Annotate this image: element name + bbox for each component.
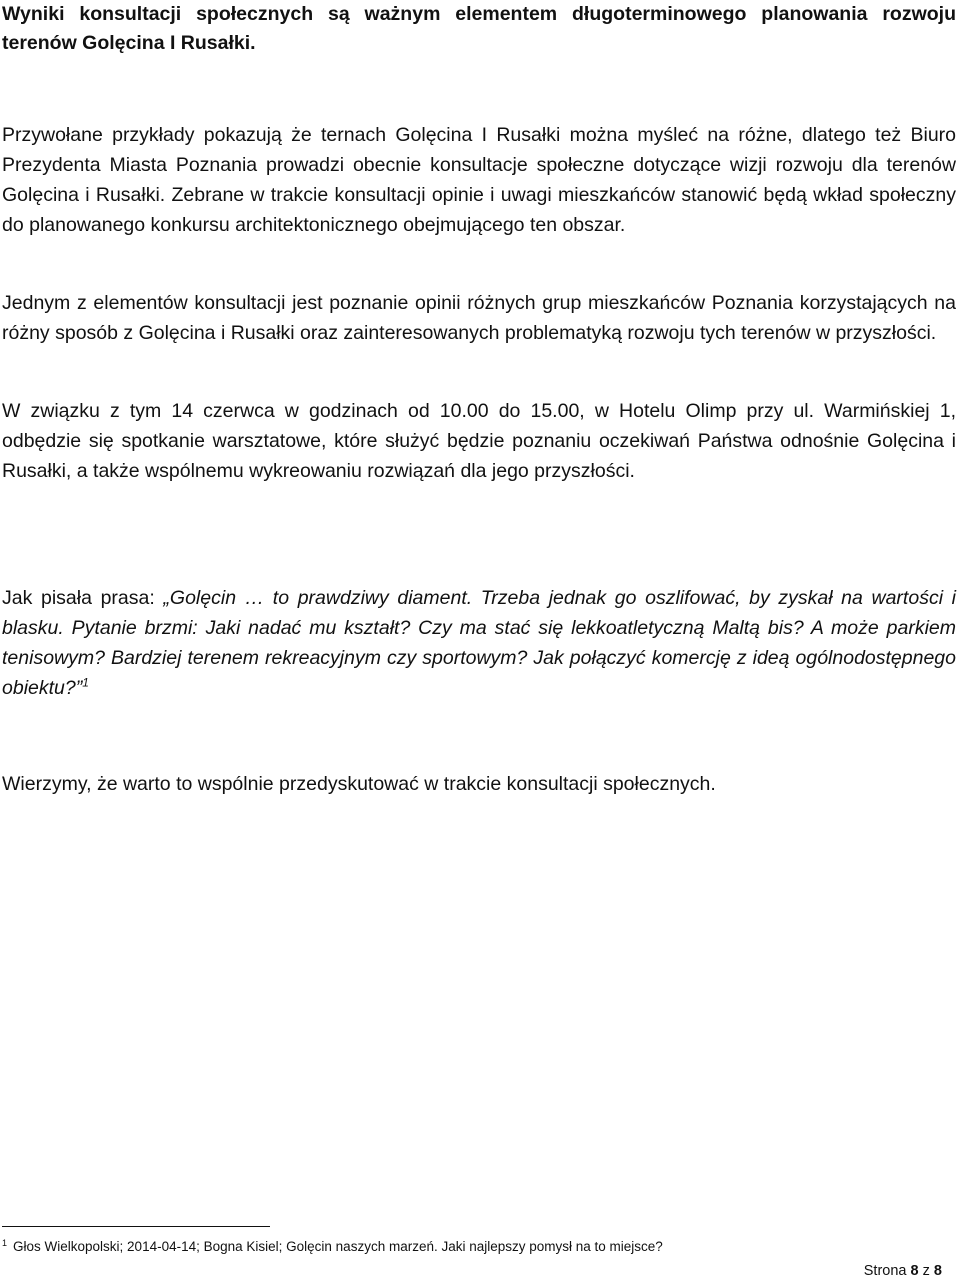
paragraph-consultation-elements: Jednym z elementów konsultacji jest poznanie opinii różnych grup mieszkańców Poznania korzystających na różny sposób z Golęcina i Rusałki oraz zainteresowanych problematyką rozwoju tych terenów w przyszłości.	[2, 292, 956, 344]
page-number-separator: z	[922, 1263, 930, 1279]
press-quote-prefix: Jak pisała prasa:	[2, 587, 164, 609]
press-quote-text: „Golęcin … to prawdziwy diament. Trzeba jednak go oszlifować, by zyskał na wartości i blasku. Pytanie brzmi: Jaki nadać mu kształt? Czy ma stać się lekkoatletyczną Maltą bis? A może parkiem tenisowym? Bardziej terenem rekreacyjnym czy sportowym? Jak połączyć komercję z ideą ogólnodostępnego obiektu?”	[2, 587, 956, 699]
paragraph-press-quote	[2, 583, 956, 703]
section-heading: Wyniki konsultacji społecznych są ważnym elementem długoterminowego planowania rozwoju terenów Golęcina I Rusałki.	[2, 3, 956, 54]
paragraph-consultations-intro: Przywołane przykłady pokazują że ternach Golęcina I Rusałki można myśleć na różne, dlatego też Biuro Prezydenta Miasta Poznania prowadzi obecnie konsultacje społeczne dotyczące wizji rozwoju dla terenów Golęcina i Rusałki. Zebrane w trakcie konsultacji opinie i uwagi mieszkańców stanowić będą wkład społeczny do planowanego konkursu architektonicznego obejmującego ten obszar.	[2, 124, 956, 236]
page-number-current: 8	[910, 1263, 919, 1279]
footnote-text: Głos Wielkopolski; 2014-04-14; Bogna Kisiel; Golęcin naszych marzeń. Jaki najlepszy pomysł na to miejsce?	[13, 1239, 663, 1254]
footnote-reference[interactable]: 1	[82, 675, 89, 690]
paragraph-workshop-meeting: W związku z tym 14 czerwca w godzinach od 10.00 do 15.00, w Hotelu Olimp przy ul. Warmińskiej 1, odbędzie się spotkanie warsztatowe, które służyć będzie poznaniu oczekiwań Państwa odnośnie Golęcina i Rusałki, a także wspólnemu wykreowaniu rozwiązań dla jego przyszłości.	[2, 400, 956, 482]
page-number-label: Strona	[863, 1263, 907, 1279]
footnote-divider	[2, 1226, 270, 1227]
page-number-total: 8	[933, 1263, 942, 1279]
footnote-number: 1	[2, 1237, 8, 1248]
page-number	[864, 1262, 942, 1280]
paragraph-closing: Wierzymy, że warto to wspólnie przedyskutować w trakcie konsultacji społecznych.	[2, 773, 716, 795]
footnote	[2, 1238, 942, 1256]
